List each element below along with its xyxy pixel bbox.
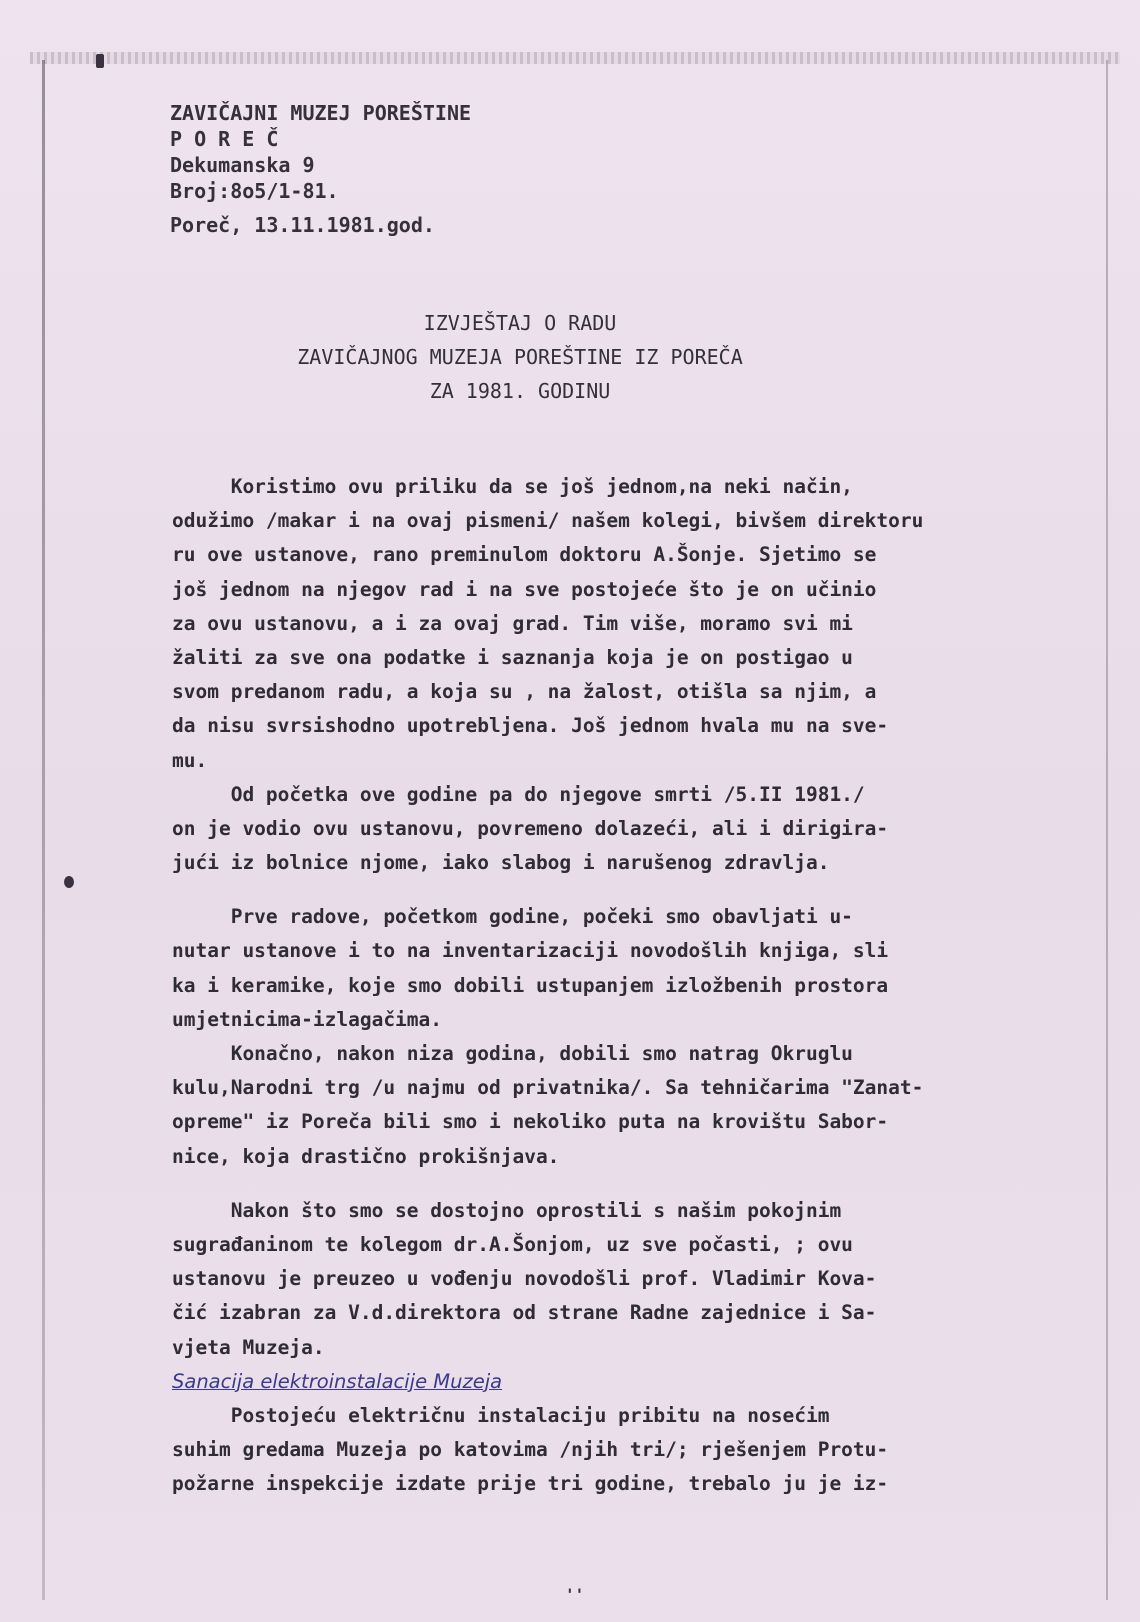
report-body bbox=[172, 470, 1072, 1501]
text-line: jući iz bolnice njome, iako slabog i narušenog zdravlja. bbox=[172, 851, 830, 875]
title-line-3: ZA 1981. GODINU bbox=[429, 379, 611, 403]
paragraph-5 bbox=[172, 1194, 1072, 1365]
document-date: Poreč, 13.11.1981.god. bbox=[170, 213, 435, 237]
paragraph-6 bbox=[172, 1399, 1072, 1502]
city-name: P O R E Č bbox=[170, 127, 279, 151]
text-line: svom predanom radu, a koja su , na žalost, otišla sa njim, a bbox=[172, 680, 877, 704]
text-line: čić izabran za V.d.direktora od strane Radne zajednice i Sa- bbox=[172, 1301, 877, 1325]
text-line: Prve radove, početkom godine, počeki smo obavljati u- bbox=[172, 905, 853, 929]
text-line: ustanovu je preuzeo u vođenju novodošli prof. Vladimir Kova- bbox=[172, 1267, 877, 1291]
text-line: da nisu svrsishodno upotrebljena. Još jednom hvala mu na sve- bbox=[172, 714, 889, 738]
title-line-1: IZVJEŠTAJ O RADU bbox=[423, 311, 617, 335]
text-line: on je vodio ovu ustanovu, povremeno dolazeći, ali i dirigira- bbox=[172, 816, 889, 840]
scan-right-edge bbox=[1106, 60, 1108, 1600]
paragraph-4 bbox=[172, 1037, 1072, 1174]
report-title bbox=[200, 306, 840, 408]
text-line: Postojeću električnu instalaciju pribitu na nosećim bbox=[172, 1403, 830, 1427]
document-number: Broj:8o5/1-81. bbox=[170, 179, 339, 203]
text-line: nice, koja drastično prokišnjava. bbox=[172, 1144, 560, 1168]
paragraph-2 bbox=[172, 778, 1072, 881]
text-line: ka i keramike, koje smo dobili ustupanjem izložbenih prostora bbox=[172, 973, 889, 997]
text-line: mu. bbox=[172, 748, 208, 772]
text-line: požarne inspekcije izdate prije tri godine, trebalo ju je iz- bbox=[172, 1472, 889, 1496]
text-line: ru ove ustanove, rano preminulom doktoru A.Šonje. Sjetimo se bbox=[172, 543, 877, 567]
text-line: Koristimo ovu priliku da se još jednom,na neki način, bbox=[172, 475, 853, 498]
title-line-2: ZAVIČAJNOG MUZEJA POREŠTINE IZ POREČA bbox=[297, 345, 743, 369]
text-line: Od početka ove godine pa do njegove smrti /5.II 1981./ bbox=[172, 782, 865, 806]
text-line: žaliti za sve ona podatke i saznanja koja je on postigao u bbox=[172, 645, 853, 669]
street-address: Dekumanska 9 bbox=[170, 153, 315, 177]
text-line: sugrađaninom te kolegom dr.A.Šonjom, uz sve počasti, ; ovu bbox=[172, 1232, 853, 1256]
scan-mark bbox=[96, 54, 104, 68]
page-continuation-mark: '' bbox=[565, 1585, 585, 1604]
institution-name: ZAVIČAJNI MUZEJ POREŠTINE bbox=[170, 101, 472, 125]
text-line: kulu,Narodni trg /u najmu od privatnika/. Sa tehničarima "Zanat- bbox=[172, 1076, 924, 1100]
section-heading: Sanacija elektroinstalacije Muzeja bbox=[172, 1369, 503, 1393]
text-line: suhim gredama Muzeja po katovima /njih tri/; rješenjem Protu- bbox=[172, 1438, 889, 1462]
text-line: za ovu ustanovu, a i za ovaj grad. Tim više, moramo svi mi bbox=[172, 611, 853, 635]
text-line: Nakon što smo se dostojno oprostili s našim pokojnim bbox=[172, 1198, 842, 1222]
punch-hole bbox=[64, 876, 74, 888]
text-line: odužimo /makar i na ovaj pismeni/ našem kolegi, bivšem direktoru bbox=[172, 509, 924, 533]
text-line: još jednom na njegov rad i na sve postojeće što je on učinio bbox=[172, 577, 877, 601]
paragraph-1 bbox=[172, 470, 1072, 778]
scan-top-edge bbox=[30, 52, 1120, 64]
paragraph-3 bbox=[172, 900, 1072, 1037]
letterhead bbox=[170, 100, 471, 238]
text-line: umjetnicima-izlagačima. bbox=[172, 1007, 443, 1031]
text-line: Konačno, nakon niza godina, dobili smo natrag Okruglu bbox=[172, 1042, 853, 1065]
text-line: vjeta Muzeja. bbox=[172, 1335, 325, 1359]
text-line: nutar ustanove i to na inventarizaciji novodošlih knjiga, sli bbox=[172, 939, 889, 963]
text-line: opreme" iz Poreča bili smo i nekoliko puta na krovištu Sabor- bbox=[172, 1110, 889, 1134]
scan-left-edge bbox=[42, 60, 45, 1600]
